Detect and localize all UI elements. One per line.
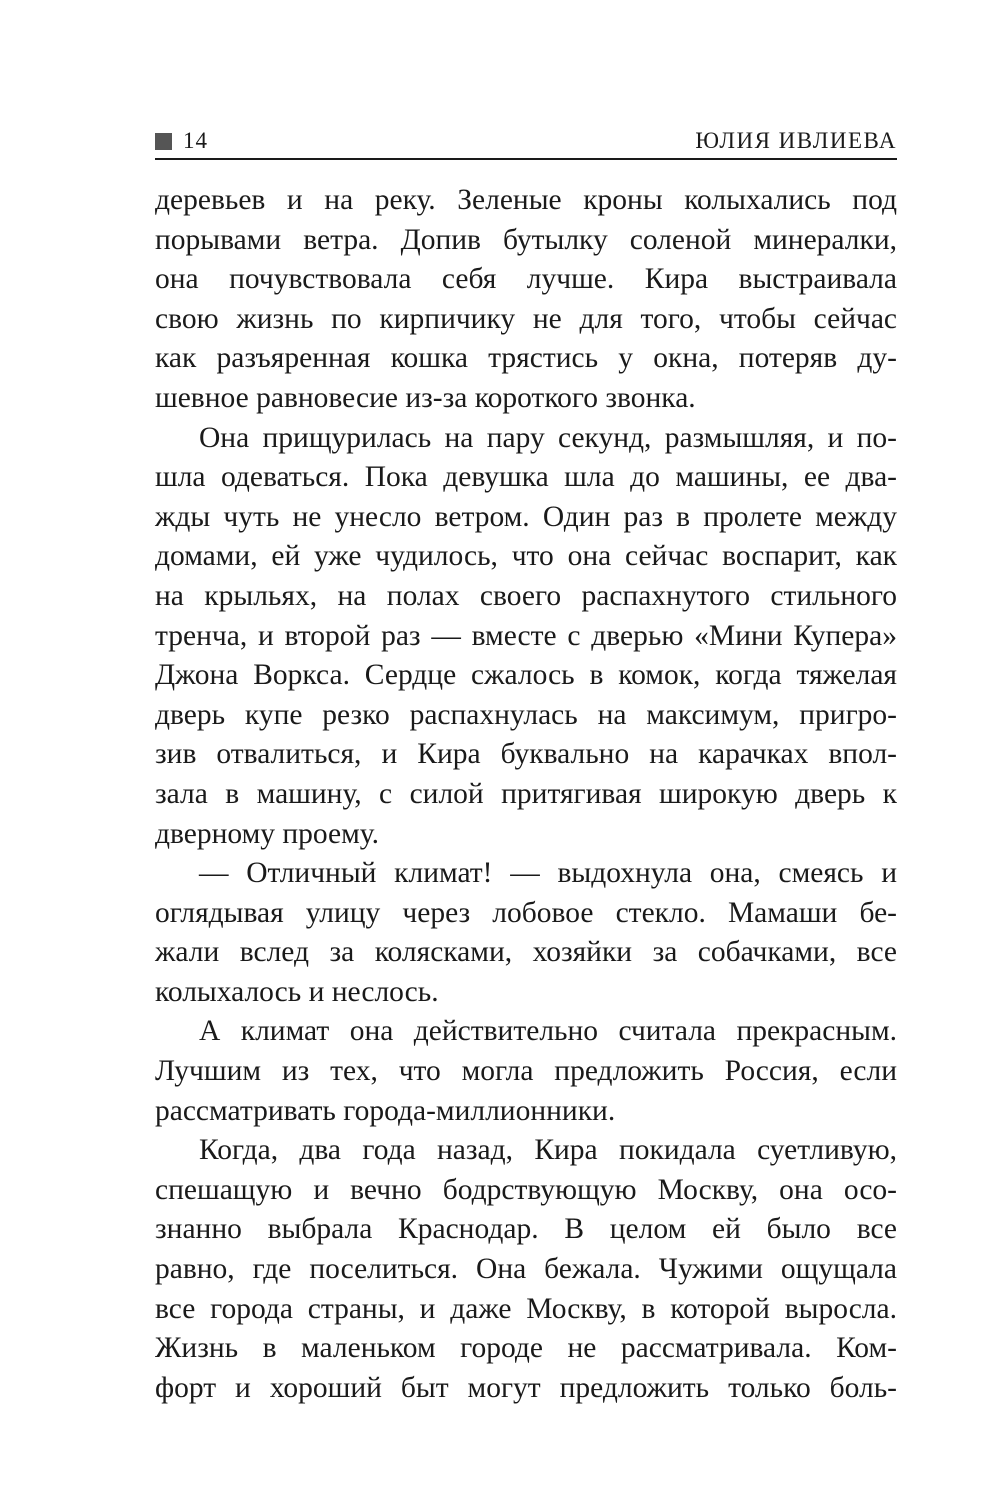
text-line: Когда, два года назад, Кира покидала суетливую, (199, 1134, 897, 1167)
text-line: колыхалось и неслось. (155, 975, 439, 1008)
text-line: форт и хороший быт могут предложить только боль- (155, 1371, 897, 1404)
text-line: дверь купе резко распахнулась на максимум, пригро- (155, 698, 897, 731)
text-line: домами, ей уже чудилось, что она сейчас воспарит, как (155, 540, 897, 573)
text-line: зив отвалиться, и Кира буквально на карачках впол- (155, 738, 897, 771)
text-line: тренча, и второй раз — вместе с дверью «Мини Купера» (155, 619, 897, 652)
text-line: зала в машину, с силой притягивая широкую дверь к (155, 777, 897, 810)
text-line: жды чуть не унесло ветром. Один раз в пролете между (155, 500, 897, 533)
text-line: рассматривать города-миллионники. (155, 1094, 616, 1127)
text-line: деревьев и на реку. Зеленые кроны колыхались под (155, 184, 897, 216)
text-line: Жизнь в маленьком городе не рассматривала. Ком- (155, 1332, 897, 1365)
text-line: Джона Воркса. Сердце сжалось в комок, когда тяжелая (155, 659, 897, 692)
header-marker-square (155, 133, 172, 150)
text-line: на крыльях, на полах своего распахнутого стильного (155, 579, 897, 612)
text-line: спешащую и вечно бодрствующую Москву, она осо- (155, 1173, 897, 1206)
running-head-author: ЮЛИЯ ИВЛИЕВА (695, 128, 897, 153)
text-line: все города страны, и даже Москву, в которой выросла. (155, 1292, 897, 1325)
text-line: равно, где поселиться. Она бежала. Чужими ощущала (155, 1253, 897, 1286)
text-line: — Отличный климат! — выдохнула она, смеясь и (199, 857, 897, 890)
paragraph (155, 419, 897, 855)
paragraph (155, 854, 897, 1012)
text-line: оглядывая улицу через лобовое стекло. Мамаши бе- (155, 896, 897, 929)
text-line: шла одеваться. Пока девушка шла до машины, ее два- (155, 461, 897, 494)
text-line: А климат она действительно считала прекрасным. (199, 1015, 897, 1048)
page-header (155, 126, 897, 160)
paragraph (155, 1131, 897, 1408)
text-line: свою жизнь по кирпичику не для того, чтобы сейчас (155, 302, 897, 335)
text-line: она почувствовала себя лучше. Кира выстраивала (155, 263, 897, 296)
body-text (155, 181, 897, 1408)
paragraph (155, 181, 897, 419)
page-number: 14 (183, 128, 208, 153)
paragraph (155, 1012, 897, 1131)
text-line: Лучшим из тех, что могла предложить Россия, если (155, 1055, 897, 1088)
text-line: шевное равновесие из-за короткого звонка. (155, 381, 696, 414)
text-line: Она прищурилась на пару секунд, размышляя, и по- (199, 421, 897, 454)
text-line: знанно выбрала Краснодар. В целом ей было все (155, 1213, 897, 1246)
text-line: как разъяренная кошка трястись у окна, потеряв ду- (155, 342, 897, 375)
text-line: порывами ветра. Допив бутылку соленой минералки, (155, 223, 897, 256)
text-line: жали вслед за колясками, хозяйки за собачками, все (155, 936, 897, 969)
text-line: дверному проему. (155, 817, 379, 850)
